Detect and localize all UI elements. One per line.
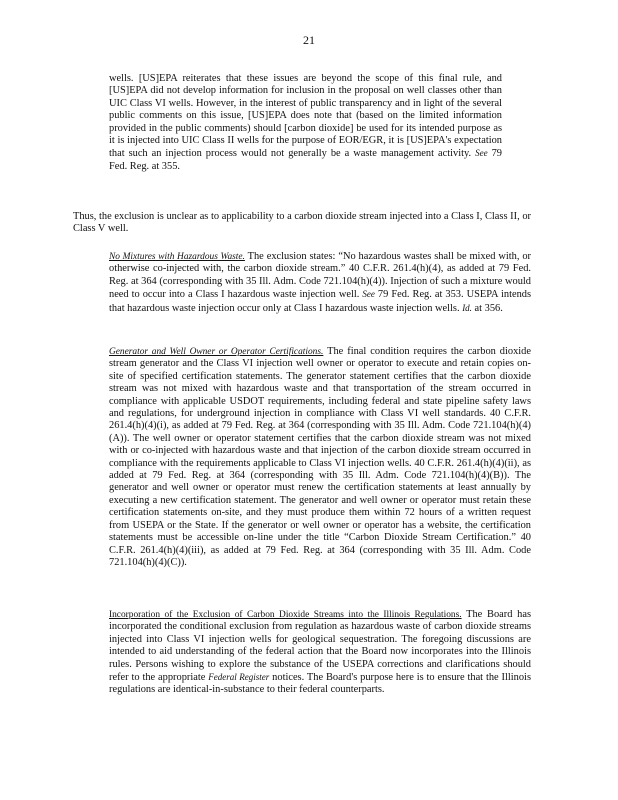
paragraph-no-mixtures-body — [73, 251, 531, 315]
paragraph-incorporation-body — [73, 609, 531, 697]
paragraph-incorporation — [73, 609, 531, 697]
paragraph-no-mixtures — [73, 251, 531, 315]
no-mixtures-text-b: 79 Fed. Reg. at 353. USEPA intends that hazardous waste injection occur only at Class I hazardous waste injection wells. — [109, 289, 532, 314]
incorporation-text-a: The Board has incorporated the conditional exclusion from regulation as hazardous waste of carbon dioxide streams injected into Class VI injection wells for geological sequestration. The foregoing discussions are intended to aid understanding of the federal action that the Board now incorporates into the Illinois rules. Persons wishing to explore the substance of the USEPA corrections and clarifications should refer to the appropriate — [109, 609, 532, 684]
quote-citation-signal: See — [475, 148, 488, 159]
incorporation-text-b: notices. The Board's purpose here is to ensure that the Illinois regulations are identical-in-substance to their federal counterparts. — [109, 672, 531, 696]
no-mixtures-text-a: The exclusion states: “No hazardous wastes shall be mixed with, or otherwise co-injected with, the carbon dioxide stream.” 40 C.F.R. 261.4(h)(4), as added at 79 Fed. Reg. at 364 (corresponding with 35 Ill. Adm. Code 721.104(h)(4)). Injection of such a mixture would need to occur into a Class I hazardous waste injection well. — [109, 251, 531, 301]
federal-register-title: Federal Register — [208, 672, 270, 683]
heading-incorporation: Incorporation of the Exclusion of Carbon Dioxide Streams into the Illinois Regulations. — [109, 610, 462, 620]
no-mixtures-see: See — [362, 289, 375, 300]
quote-text: wells. [US]EPA reiterates that these issues are beyond the scope of this final rule, and [US]EPA did not develop information for inclusion in the proposal on well classes other than UIC Class VI wells. However, in the interest of public transparency and in light of the several public comments on this issue, [US]EPA does note that (based on the limited information provided in the public comments) should [carbon dioxide] be used for its intended purpose as it is injected into UIC Class II wells for the purpose of EOR/EGR, it is [US]EPA's expectation that such an injection process would not generally be a waste management activity. — [109, 73, 502, 160]
no-mixtures-text-c: at 356. — [474, 302, 503, 314]
paragraph-certifications-body — [73, 346, 531, 569]
heading-no-mixtures: No Mixtures with Hazardous Waste. — [109, 252, 245, 262]
heading-certifications: Generator and Well Owner or Operator Certifications. — [109, 347, 324, 357]
no-mixtures-id: Id. — [462, 302, 472, 313]
paragraph-certifications — [73, 346, 531, 569]
paragraph-applicability-text: Thus, the exclusion is unclear as to applicability to a carbon dioxide stream injected into a Class I, Class II, or Class V well. — [73, 211, 531, 235]
paragraph-applicability — [73, 211, 531, 236]
page-number: 21 — [303, 33, 315, 47]
certifications-text: The final condition requires the carbon dioxide stream generator and the Class VI injection well owner or operator to execute and retain copies on-site of specified certification statements. The generator statement certifies that the carbon dioxide stream was not mixed with hazardous waste and that transportation of the stream occurred in compliance with applicable USDOT requirements, including federal and state pipeline safety laws and regulations, for underground injection in compliance with Class VI well standards. 40 C.F.R. 261.4(h)(4)(i), as added at 79 Fed. Reg. at 364 (corresponding with 35 Ill. Adm. Code 721.104(h)(4)(A)). The well owner or operator statement certifies that the carbon dioxide stream was not mixed with or co-injected with hazardous waste and that injection of the carbon dioxide stream occurred in compliance with the requirements applicable to Class VI injection wells. 40 C.F.R. 261.4(h)(4)(ii), as added at 79 Fed. Reg. at 364 (corresponding with 35 Ill. Adm. Code 721.104(h)(4)(B)). The generator and well owner or operator must renew the certification statements at least annually by executing a new certification statement. The generator and well owner or operator must retain these certification statements on-site, and they must produce them within 72 hours of a written request from USEPA or the State. If the generator or well owner or operator has a website, the certification statements must be accessible on-line under the title “Carbon Dioxide Stream Certification.” 40 C.F.R. 261.4(h)(4)(iii), as added at 79 Fed. Reg. at 364 (corresponding with 35 Ill. Adm. Code 721.104(h)(4)(C)). — [109, 346, 531, 568]
quote-citation: 79 Fed. Reg. at 355. — [109, 148, 502, 172]
block-quote — [109, 73, 502, 173]
